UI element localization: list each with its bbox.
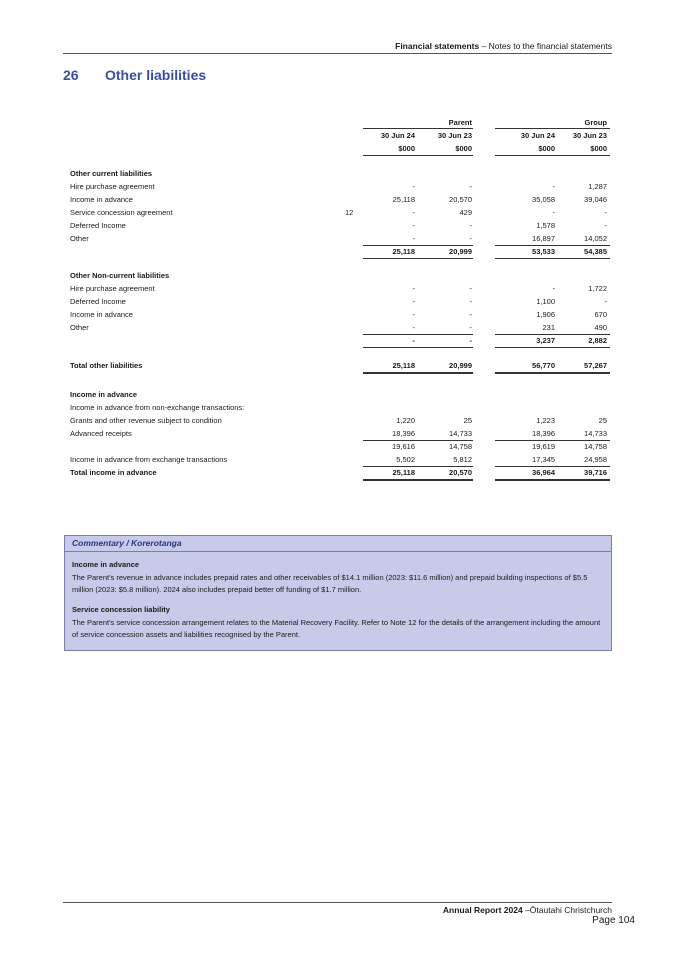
cell: 1,100 — [536, 297, 555, 306]
cell: 25,118 — [392, 468, 415, 477]
cell: 18,396 — [392, 429, 415, 438]
cell: - — [469, 182, 472, 191]
cell: - — [412, 336, 415, 345]
cell: 670 — [594, 310, 607, 319]
cell: - — [469, 336, 472, 345]
table-row — [70, 321, 610, 334]
cell: - — [469, 310, 472, 319]
col-unit: $000 — [398, 144, 415, 153]
row-label: Hire purchase agreement — [70, 182, 155, 191]
cell: 57,267 — [584, 361, 607, 370]
cell: 1,220 — [396, 416, 415, 425]
cell: 24,958 — [584, 455, 607, 464]
subtotal-row — [70, 245, 610, 258]
cell: - — [469, 323, 472, 332]
section-heading-row — [70, 269, 610, 282]
commentary-paragraph: The Parent's service concession arrangement relates to the Material Recovery Facility. Refer to Note 12 for the details of the arrangement including the amount of service concession assets and liabilities recognised by the Parent. — [72, 618, 601, 639]
column-unit-row — [70, 142, 610, 155]
row-label: Deferred Income — [70, 297, 126, 306]
cell: - — [469, 284, 472, 293]
row-label: Total income in advance — [70, 468, 157, 477]
col-date: 30 Jun 24 — [380, 131, 415, 140]
running-header — [395, 41, 612, 51]
cell: 14,733 — [584, 429, 607, 438]
cell: 1,578 — [536, 221, 555, 230]
cell: - — [552, 208, 555, 217]
group-header: Group — [584, 118, 607, 127]
note-number: 26 — [63, 67, 79, 83]
table-row — [70, 453, 610, 466]
cell: - — [412, 221, 415, 230]
cell: - — [552, 284, 555, 293]
cell: 20,570 — [449, 195, 472, 204]
row-label: Grants and other revenue subject to condition — [70, 416, 222, 425]
page-number: Page 104 — [592, 915, 635, 926]
cell: 56,770 — [532, 361, 555, 370]
cell: - — [469, 221, 472, 230]
table-row — [70, 193, 610, 206]
cell: - — [412, 208, 415, 217]
cell: 25 — [463, 416, 472, 425]
section-heading-row — [70, 167, 610, 180]
running-footer — [443, 905, 612, 915]
total-row — [70, 359, 610, 372]
cell: 25,118 — [392, 247, 415, 256]
cell: 20,999 — [449, 247, 472, 256]
column-date-row — [70, 129, 610, 142]
commentary-heading: Income in advance — [72, 560, 140, 569]
cell: 14,733 — [449, 429, 472, 438]
commentary-title: Commentary / Korerotanga — [72, 538, 182, 548]
subtotal-rule — [495, 258, 610, 259]
header-rule — [63, 53, 612, 54]
cell: 53,533 — [532, 247, 555, 256]
cell: 18,396 — [532, 429, 555, 438]
cell: - — [412, 310, 415, 319]
cell: 14,758 — [449, 442, 472, 451]
cell: 25,118 — [392, 195, 415, 204]
parent-header: Parent — [448, 118, 472, 127]
cell: 2,882 — [588, 336, 607, 345]
row-label: Income in advance from exchange transactions — [70, 455, 228, 464]
subtotal-row — [70, 440, 610, 453]
cell: 231 — [542, 323, 555, 332]
cell: 25 — [598, 416, 607, 425]
row-label: Other — [70, 323, 89, 332]
footer-rule — [63, 902, 612, 903]
unit-rule — [495, 155, 610, 156]
subtotal-rule — [363, 258, 473, 259]
commentary-heading: Service concession liability — [72, 605, 170, 614]
row-label: Hire purchase agreement — [70, 284, 155, 293]
cell: 5,502 — [396, 455, 415, 464]
cell: 19,616 — [392, 442, 415, 451]
cell: 1,223 — [536, 416, 555, 425]
col-unit: $000 — [590, 144, 607, 153]
col-date: 30 Jun 24 — [520, 131, 555, 140]
cell: 35,058 — [532, 195, 555, 204]
table-row — [70, 206, 610, 219]
cell: - — [469, 297, 472, 306]
note-title — [63, 67, 206, 83]
subheading-row — [70, 401, 610, 414]
cell: - — [604, 297, 607, 306]
table-row — [70, 219, 610, 232]
cell: 1,287 — [588, 182, 607, 191]
commentary-paragraph: The Parent's revenue in advance includes prepaid rates and other receivables of $14.1 million (2023: $11.6 million) and prepaid building inspections of $5.5 million (2023: $5.8 million). 2024 also includes prepaid better off funding of $1.7 million. — [72, 573, 588, 594]
table-row — [70, 180, 610, 193]
header-section: Financial statements — [395, 41, 480, 51]
cell: 5,812 — [453, 455, 472, 464]
cell: 39,046 — [584, 195, 607, 204]
cell: - — [412, 182, 415, 191]
cell: - — [412, 284, 415, 293]
subtotal-rule — [363, 347, 473, 348]
cell: - — [604, 208, 607, 217]
subtotal-row — [70, 334, 610, 347]
table-row — [70, 427, 610, 440]
cell: 54,385 — [584, 247, 607, 256]
cell: 25,118 — [392, 361, 415, 370]
cell: - — [412, 234, 415, 243]
table-row — [70, 232, 610, 245]
col-unit: $000 — [455, 144, 472, 153]
cell: 14,758 — [584, 442, 607, 451]
section-heading-row — [70, 388, 610, 401]
cell: 20,999 — [449, 361, 472, 370]
row-label: Deferred Income — [70, 221, 126, 230]
cell: - — [469, 234, 472, 243]
cell: 20,570 — [449, 468, 472, 477]
table-row — [70, 282, 610, 295]
footer-report: Annual Report 2024 — [442, 905, 523, 915]
total-rule — [363, 372, 473, 374]
total-rule — [495, 372, 610, 374]
unit-rule — [363, 155, 473, 156]
commentary-box — [64, 535, 612, 651]
total-row — [70, 466, 610, 479]
cell: - — [604, 221, 607, 230]
note-title-text: Other liabilities — [105, 67, 207, 83]
cell: 490 — [594, 323, 607, 332]
subtotal-rule — [495, 347, 610, 348]
footer-place: –Ōtautahi Christchurch — [522, 905, 612, 915]
section-heading: Other current liabilities — [70, 169, 153, 178]
col-unit: $000 — [538, 144, 555, 153]
commentary-title-rule — [65, 551, 611, 552]
row-label: Income in advance — [70, 195, 133, 204]
row-label: Income in advance — [70, 310, 133, 319]
cell: 16,897 — [532, 234, 555, 243]
subheading: Income in advance from non-exchange transactions: — [70, 403, 245, 412]
cell: - — [412, 323, 415, 332]
cell: 3,237 — [536, 336, 555, 345]
cell: - — [552, 182, 555, 191]
col-date: 30 Jun 23 — [437, 131, 472, 140]
col-date: 30 Jun 23 — [572, 131, 607, 140]
cell: 36,964 — [532, 468, 555, 477]
header-subsection: – Notes to the financial statements — [479, 41, 612, 51]
cell: - — [412, 297, 415, 306]
cell: 1,722 — [588, 284, 607, 293]
cell: 39,716 — [584, 468, 607, 477]
row-label: Total other liabilities — [70, 361, 143, 370]
section-heading: Other Non-current liabilities — [70, 271, 170, 280]
cell: 17,345 — [532, 455, 555, 464]
cell: 429 — [459, 208, 472, 217]
cell: 14,052 — [584, 234, 607, 243]
note-ref: 12 — [345, 208, 354, 217]
table-row — [70, 414, 610, 427]
cell: 19,619 — [532, 442, 555, 451]
row-label: Advanced receipts — [70, 429, 132, 438]
cell: 1,906 — [536, 310, 555, 319]
table-row — [70, 295, 610, 308]
row-label: Other — [70, 234, 89, 243]
total-rule — [363, 479, 473, 481]
total-rule — [495, 479, 610, 481]
table-row — [70, 308, 610, 321]
section-heading: Income in advance — [70, 390, 138, 399]
row-label: Service concession agreement — [70, 208, 173, 217]
